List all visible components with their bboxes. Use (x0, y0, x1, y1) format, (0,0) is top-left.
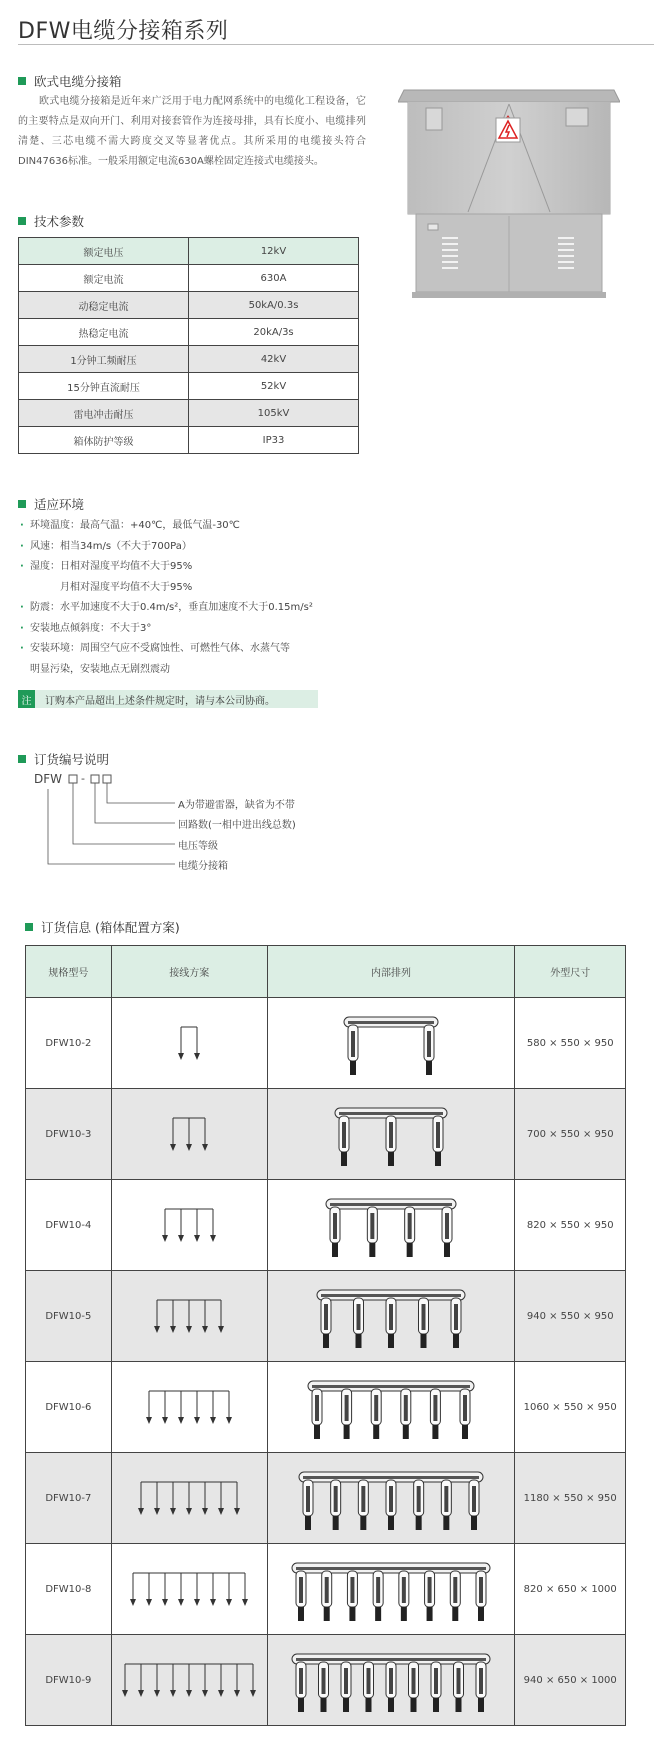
header-size: 外型尺寸 (515, 946, 626, 998)
busbar-arrangement-image (286, 1553, 496, 1625)
arrow-down-icon (186, 1508, 192, 1515)
arrow-down-icon (202, 1326, 208, 1333)
spec-name: 雷电冲击耐压 (19, 400, 189, 427)
spec-value: 50kA/0.3s (189, 292, 359, 319)
spec-value: 105kV (189, 400, 359, 427)
model-cell: DFW10-2 (26, 998, 112, 1089)
list-item: · 安装环境：周围空气应不受腐蚀性、可燃性气体、水蒸气等 (20, 639, 313, 660)
layout-cell (267, 1453, 515, 1544)
note-text: 订购本产品超出上述条件规定时，请与本公司协商。 (45, 695, 275, 707)
square-bullet-icon (18, 77, 26, 85)
arrow-down-icon (162, 1417, 168, 1424)
list-item: · 环境温度：最高气温：+40℃，最低气温-30℃ (20, 516, 313, 537)
arrow-down-icon (162, 1235, 168, 1242)
size-cell: 700 × 550 × 950 (515, 1089, 626, 1180)
size-cell: 1060 × 550 × 950 (515, 1362, 626, 1453)
table-header-row (26, 946, 626, 998)
square-bullet-icon (18, 755, 26, 763)
arrow-down-icon (226, 1417, 232, 1424)
cabinet-image (398, 88, 620, 300)
list-item: · 防震：水平加速度不大于0.4m/s²，垂直加速度不大于0.15m/s² (20, 598, 313, 619)
table-row (19, 400, 359, 427)
arrow-down-icon (210, 1599, 216, 1606)
header-wiring: 接线方案 (111, 946, 267, 998)
busbar-arrangement-image (293, 1462, 489, 1534)
wiring-diagram (120, 1660, 258, 1700)
arrow-down-icon (194, 1417, 200, 1424)
model-cell: DFW10-8 (26, 1544, 112, 1635)
busbar-arrangement-image (302, 1371, 480, 1443)
table-row (26, 1544, 626, 1635)
table-row (19, 373, 359, 400)
table-row (19, 292, 359, 319)
wiring-cell (111, 1362, 267, 1453)
arrow-down-icon (178, 1235, 184, 1242)
spec-value: 630A (189, 265, 359, 292)
bullet-dot-icon: · (20, 520, 24, 531)
arrow-down-icon (210, 1417, 216, 1424)
model-cell: DFW10-6 (26, 1362, 112, 1453)
arrow-down-icon (186, 1690, 192, 1697)
arrow-down-icon (218, 1690, 224, 1697)
section-intro-title: 欧式电缆分接箱 (34, 74, 122, 89)
layout-cell (267, 1271, 515, 1362)
spec-name: 箱体防护等级 (19, 427, 189, 454)
arrow-down-icon (202, 1508, 208, 1515)
arrow-down-icon (178, 1053, 184, 1060)
spec-name: 动稳定电流 (19, 292, 189, 319)
table-row (19, 346, 359, 373)
arrow-down-icon (194, 1235, 200, 1242)
wiring-diagram (160, 1205, 218, 1245)
size-cell: 940 × 650 × 1000 (515, 1635, 626, 1726)
spec-name: 15分钟直流耐压 (19, 373, 189, 400)
model-cell: DFW10-4 (26, 1180, 112, 1271)
busbar-arrangement-image (286, 1644, 496, 1716)
spec-value: 52kV (189, 373, 359, 400)
list-item: · 湿度：日相对湿度平均值不大于95% (20, 557, 313, 578)
arrow-down-icon (154, 1326, 160, 1333)
section-code-title: 订货编号说明 (34, 752, 110, 767)
spec-name: 额定电压 (19, 238, 189, 265)
environment-list (20, 516, 313, 680)
wiring-diagram (168, 1114, 210, 1154)
bullet-dot-icon: · (20, 540, 24, 552)
code-prefix: DFW (34, 772, 63, 786)
list-item: · 风速：相当34m/s（不大于700Pa） (20, 537, 313, 558)
arrow-down-icon (138, 1508, 144, 1515)
arrow-down-icon (234, 1508, 240, 1515)
arrow-down-icon (146, 1417, 152, 1424)
table-row (26, 998, 626, 1089)
bullet-dot-icon: · (20, 643, 24, 654)
spec-value: IP33 (189, 427, 359, 454)
layout-cell (267, 1180, 515, 1271)
spec-name: 1分钟工频耐压 (19, 346, 189, 373)
bullet-dot-icon: · (20, 602, 24, 613)
wiring-diagram (136, 1478, 242, 1518)
wiring-cell (111, 1180, 267, 1271)
model-cell: DFW10-9 (26, 1635, 112, 1726)
arrow-down-icon (218, 1508, 224, 1515)
arrow-down-icon (122, 1690, 128, 1697)
wiring-cell (111, 1453, 267, 1544)
section-order-heading (25, 918, 180, 936)
table-row (26, 1271, 626, 1362)
arrow-down-icon (186, 1326, 192, 1333)
section-order-title: 订货信息 (箱体配置方案) (41, 920, 180, 935)
section-intro-heading (18, 72, 122, 90)
arrow-down-icon (178, 1417, 184, 1424)
table-row (26, 1453, 626, 1544)
code-label-circuits: 回路数(一相中进出线总数) (178, 820, 296, 831)
spec-name: 热稳定电流 (19, 319, 189, 346)
size-cell: 940 × 550 × 950 (515, 1271, 626, 1362)
arrow-down-icon (218, 1326, 224, 1333)
layout-cell (267, 1544, 515, 1635)
list-item: · 安装地点倾斜度：不大于3° (20, 619, 313, 640)
wiring-diagram (152, 1296, 226, 1336)
square-bullet-icon (18, 500, 26, 508)
table-row (26, 1635, 626, 1726)
arrow-down-icon (242, 1599, 248, 1606)
arrow-down-icon (170, 1326, 176, 1333)
code-label-box: 电缆分接箱 (178, 861, 228, 872)
wiring-diagram (144, 1387, 234, 1427)
spec-table (18, 237, 359, 454)
arrow-down-icon (186, 1144, 192, 1151)
size-cell: 820 × 550 × 950 (515, 1180, 626, 1271)
title-divider (18, 44, 654, 45)
header-model: 规格型号 (26, 946, 112, 998)
list-item: 明显污染，安装地点无剧烈震动 (30, 663, 170, 675)
arrow-down-icon (146, 1599, 152, 1606)
header-layout: 内部排列 (267, 946, 515, 998)
wiring-cell (111, 1635, 267, 1726)
arrow-down-icon (194, 1053, 200, 1060)
wiring-diagram (128, 1569, 250, 1609)
arrow-down-icon (138, 1690, 144, 1697)
wiring-cell (111, 1089, 267, 1180)
spec-value: 12kV (189, 238, 359, 265)
square-bullet-icon (18, 217, 26, 225)
table-row (26, 1089, 626, 1180)
busbar-arrangement-image (329, 1098, 453, 1170)
table-row (19, 319, 359, 346)
busbar-arrangement-image (311, 1280, 471, 1352)
page-title: DFW电缆分接箱系列 (18, 19, 229, 44)
code-label-voltage: 电压等级 (178, 841, 218, 852)
layout-cell (267, 1635, 515, 1726)
arrow-down-icon (162, 1599, 168, 1606)
arrow-down-icon (170, 1690, 176, 1697)
model-cell: DFW10-7 (26, 1453, 112, 1544)
wiring-cell (111, 998, 267, 1089)
square-bullet-icon (25, 923, 33, 931)
arrow-down-icon (250, 1690, 256, 1697)
order-table (25, 945, 626, 1726)
table-row (19, 427, 359, 454)
arrow-down-icon (170, 1144, 176, 1151)
table-row (19, 265, 359, 292)
wiring-cell (111, 1271, 267, 1362)
section-spec-heading (18, 212, 84, 230)
arrow-down-icon (154, 1508, 160, 1515)
section-env-title: 适应环境 (34, 497, 85, 512)
note-tag: 注 (18, 690, 35, 708)
arrow-down-icon (194, 1599, 200, 1606)
layout-cell (267, 1362, 515, 1453)
size-cell: 580 × 550 × 950 (515, 998, 626, 1089)
busbar-arrangement-image (320, 1189, 462, 1261)
section-spec-title: 技术参数 (34, 214, 85, 229)
table-row (26, 1180, 626, 1271)
arrow-down-icon (202, 1144, 208, 1151)
spec-name: 额定电流 (19, 265, 189, 292)
bullet-dot-icon: · (20, 561, 24, 572)
size-cell: 820 × 650 × 1000 (515, 1544, 626, 1635)
busbar-arrangement-image (338, 1007, 444, 1079)
model-cell: DFW10-5 (26, 1271, 112, 1362)
section-env-heading (18, 495, 84, 513)
layout-cell (267, 998, 515, 1089)
wiring-cell (111, 1544, 267, 1635)
code-dash: - (81, 772, 85, 785)
layout-cell (267, 1089, 515, 1180)
table-row (26, 1362, 626, 1453)
arrow-down-icon (154, 1690, 160, 1697)
bullet-dot-icon: · (20, 622, 24, 634)
model-cell: DFW10-3 (26, 1089, 112, 1180)
intro-paragraph: 欧式电缆分接箱是近年来广泛用于电力配网系统中的电缆化工程设备，它的主要特点是双向开门、利用对接套管作为连接母排，具有长度小、电缆排列清楚、三芯电缆不需大跨度交叉等显著优点。其所采用的电缆接头符合DIN47636标准。一般采用额定电流630A螺栓固定连接式电缆接头。 (18, 96, 366, 167)
arrow-down-icon (130, 1599, 136, 1606)
arrow-down-icon (234, 1690, 240, 1697)
arrow-down-icon (226, 1599, 232, 1606)
code-label-arrester: A为带避雷器，缺省为不带 (178, 800, 295, 811)
table-row (19, 238, 359, 265)
spec-value: 42kV (189, 346, 359, 373)
size-cell: 1180 × 550 × 950 (515, 1453, 626, 1544)
section-code-heading (18, 750, 109, 768)
spec-value: 20kA/3s (189, 319, 359, 346)
arrow-down-icon (178, 1599, 184, 1606)
note-banner (18, 690, 318, 708)
arrow-down-icon (170, 1508, 176, 1515)
arrow-down-icon (202, 1690, 208, 1697)
wiring-diagram (176, 1023, 202, 1063)
arrow-down-icon (210, 1235, 216, 1242)
list-item: 月相对湿度平均值不大于95% (60, 581, 193, 593)
